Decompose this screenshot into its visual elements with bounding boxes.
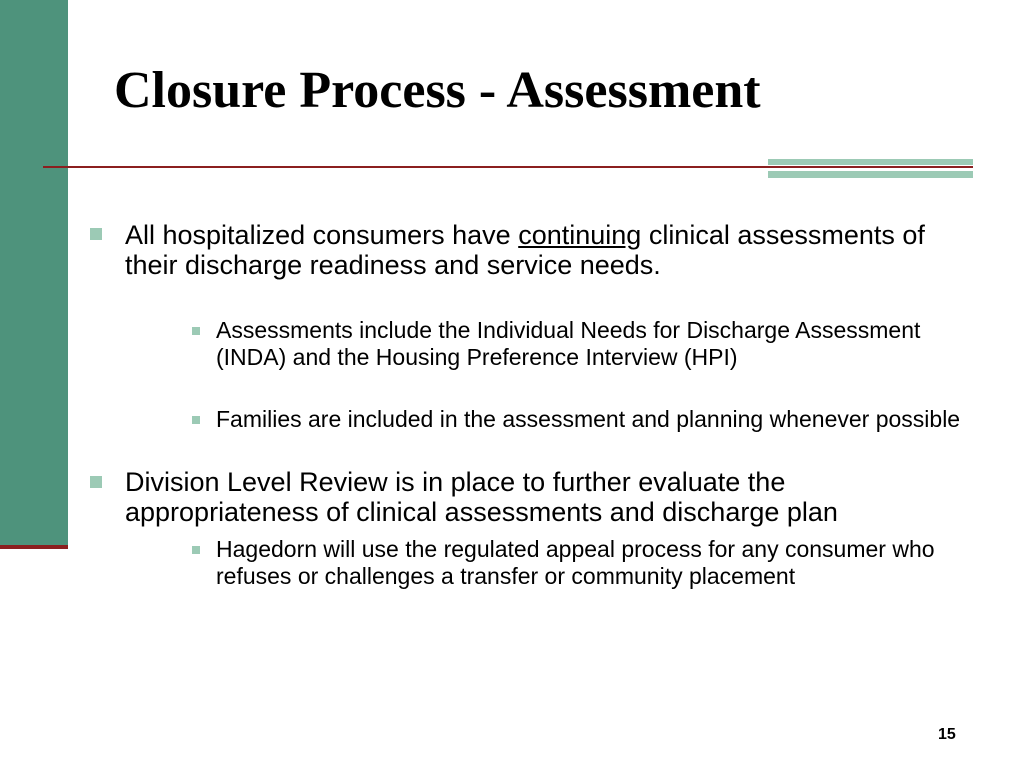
bullet-text (125, 220, 925, 280)
title-divider (43, 166, 973, 168)
accent-stripe-bottom (768, 171, 973, 178)
accent-stripe-top (768, 159, 973, 165)
page-number: 15 (938, 726, 956, 743)
square-bullet-icon (90, 228, 102, 240)
bullet-text-part: All hospitalized consumers have (125, 220, 519, 250)
square-bullet-icon (192, 546, 200, 554)
square-bullet-icon (192, 327, 200, 335)
sub-bullet-text: Families are included in the assessment and planning whenever possible (216, 406, 961, 432)
square-bullet-icon (192, 416, 200, 424)
bullet-text: Division Level Review is in place to further evaluate the appropriateness of clinical assessments and discharge plan (125, 467, 838, 527)
decorative-side-bar (0, 0, 68, 545)
sub-bullet-text: Assessments include the Individual Needs for Discharge Assessment (INDA) and the Housing Preference Interview (HPI) (216, 317, 921, 370)
slide-title: Closure Process - Assessment (114, 62, 761, 119)
emphasis-text: continuing (518, 220, 642, 250)
square-bullet-icon (90, 476, 102, 488)
decorative-side-bar-rule (0, 545, 68, 549)
bullet-text-part: clinical assessments of their discharge readiness and service needs. (125, 220, 925, 280)
sub-bullet-text: Hagedorn will use the regulated appeal process for any consumer who refuses or challenges a transfer or community placement (216, 536, 935, 589)
